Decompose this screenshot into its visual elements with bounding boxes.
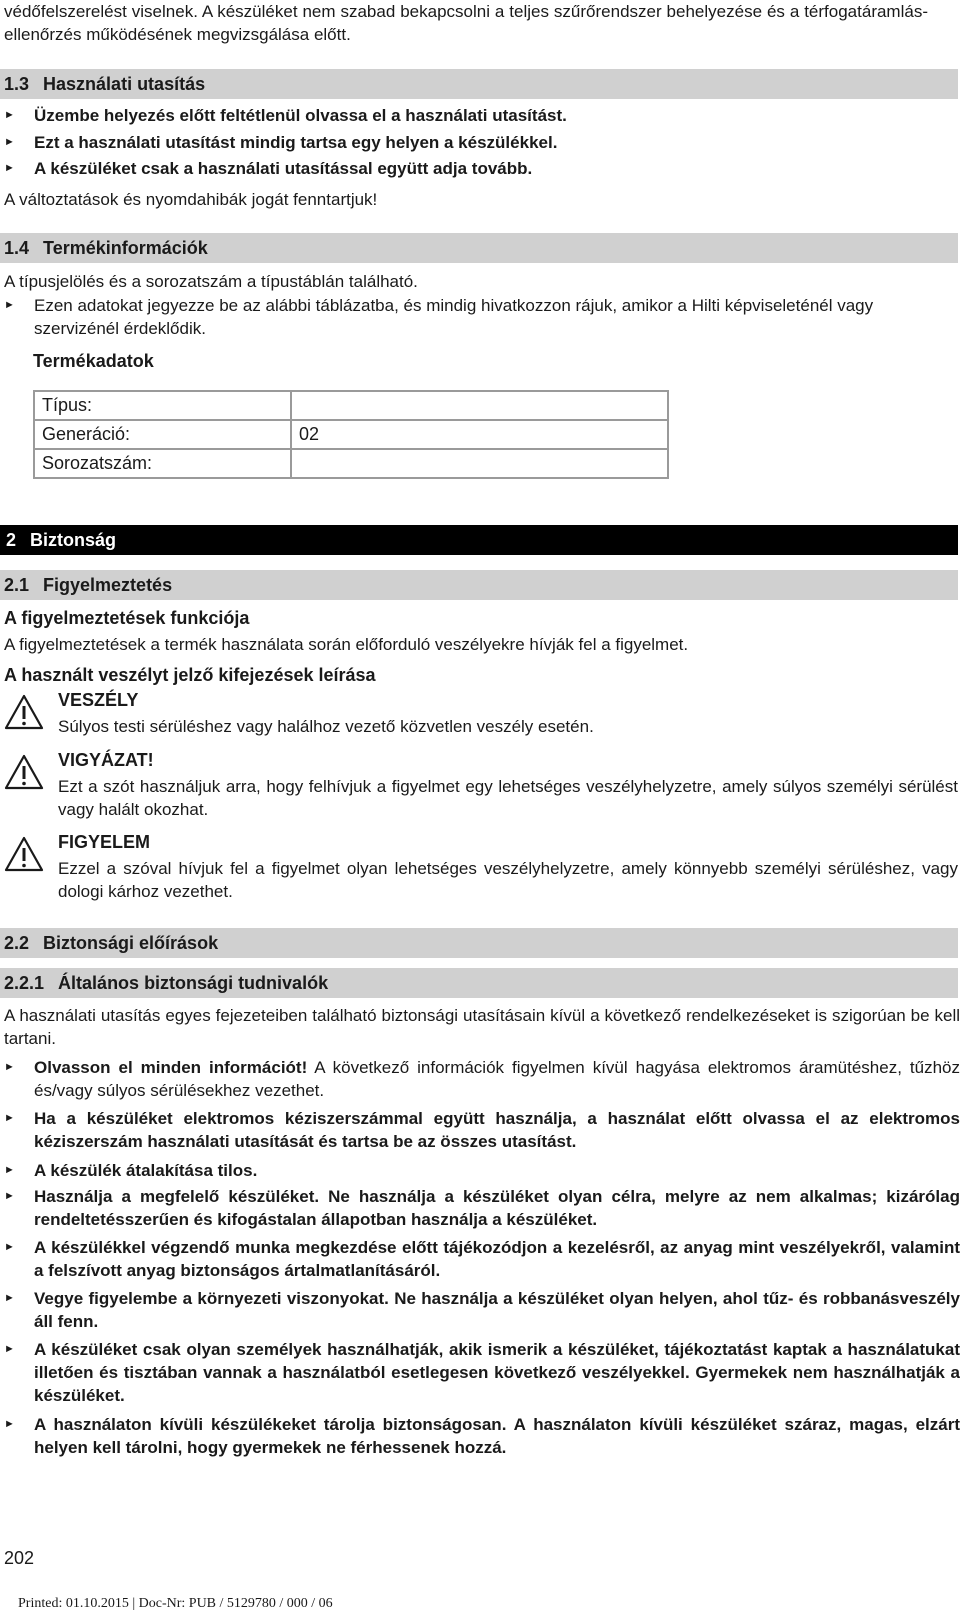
section-title: Figyelmeztetés: [43, 575, 173, 595]
section-number: 2.2: [4, 933, 30, 953]
chapter-heading-2: [0, 525, 958, 555]
table-cell-value: [291, 391, 668, 420]
list-item-bold-text: Használja a megfelelő készüléket. Ne használja a készüléket olyan célra, melyre az nem alkalmas; kizárólag rendeltetésszerűen és kifogástalan állapotban használja a készüléket.: [34, 1187, 960, 1229]
section-heading-2-1: [0, 570, 958, 600]
bullet-arrow-icon: ►: [4, 162, 15, 174]
section-number: 2: [6, 530, 17, 550]
bullet-arrow-icon: ►: [4, 1112, 15, 1124]
list-item-bold-text: Olvasson el minden információt!: [34, 1058, 308, 1077]
warning-triangle-icon: [4, 754, 44, 790]
list-item-text: Ezt a használati utasítást mindig tartsa egy helyen a készülékkel.: [34, 133, 558, 152]
section-number: 1.4: [4, 238, 30, 258]
section-number: 1.3: [4, 74, 30, 94]
section-heading-1-3: [0, 69, 958, 99]
warning-triangle-icon: [4, 836, 44, 872]
list-item: [4, 1338, 960, 1407]
table-cell-label: Generáció:: [34, 420, 291, 449]
page-number: 202: [4, 1548, 35, 1568]
section-heading-2-2-1: [0, 968, 958, 998]
warning-title: VESZÉLY: [58, 690, 139, 710]
bullet-arrow-icon: ►: [4, 1190, 15, 1202]
list-item: [4, 157, 960, 180]
list-item: [4, 104, 960, 127]
list-item-bold-text: A készüléket csak olyan személyek használhatják, akik ismerik a készüléket, tájékoztatást kaptak a használatukat illetően és tisztában vannak a használatból esetlegesen következő veszélyekkel. Gyermekek nem használhatják a készüléket.: [34, 1340, 960, 1405]
bullet-arrow-icon: ►: [4, 1292, 15, 1304]
section-heading-2-2: [0, 928, 958, 958]
list-item: [4, 131, 960, 154]
table-row: [34, 420, 668, 449]
warning-triangle-icon: [4, 694, 44, 730]
paragraph: A típusjelölés és a sorozatszám a típustáblán található.: [4, 272, 418, 291]
note-text: A változtatások és nyomdahibák jogát fenntartjuk!: [4, 190, 378, 209]
print-info: Printed: 01.10.2015 | Doc-Nr: PUB / 5129780 / 000 / 06: [18, 1596, 333, 1611]
list-item-text: A következő információk figyelmen kívül hagyása elektromos áramütéshez, tűzhöz és/vagy súlyos sérülésekhez vezethet.: [34, 1058, 960, 1100]
table-cell-value: 02: [291, 420, 668, 449]
paragraph: A használati utasítás egyes fejezeteiben található biztonsági utasításain kívül a következő rendelkezéseket is szigorúan be kell tartani.: [4, 1006, 960, 1048]
intro-paragraph: védőfelszerelést viselnek. A készüléket nem szabad bekapcsolni a teljes szűrőrendszer behelyezése és a térfogatáramlás-ellenőrzés működésének megvizsgálása előtt.: [4, 2, 928, 44]
section-number: 2.1: [4, 575, 30, 595]
list-item-text: A készüléket csak a használati utasítással együtt adja tovább.: [34, 159, 533, 178]
list-item-bold-text: Vegye figyelembe a környezeti viszonyokat. Ne használja a készüléket olyan helyen, ahol tűz- és robbanásveszély áll fenn.: [34, 1289, 960, 1331]
list-item: [4, 1236, 960, 1282]
warning-text: Ezt a szót használjuk arra, hogy felhívjuk a figyelmet egy lehetséges veszélyhelyzetre, amely súlyos személyi sérülést vagy halált okozhat.: [58, 777, 958, 819]
table-cell-label: Típus:: [34, 391, 291, 420]
list-item: [4, 1185, 960, 1231]
warning-text: Súlyos testi sérüléshez vagy halálhoz vezető közvetlen veszély esetén.: [58, 717, 594, 736]
warning-title: VIGYÁZAT!: [58, 750, 154, 770]
subheading: A használt veszélyt jelző kifejezések leírása: [4, 665, 376, 685]
section-heading-1-4: [0, 233, 958, 263]
table-title: Termékadatok: [33, 351, 154, 371]
bullet-arrow-icon: ►: [4, 1061, 15, 1073]
list-item: [4, 1413, 960, 1459]
table-cell-label: Sorozatszám:: [34, 449, 291, 478]
warning-text: Ezzel a szóval hívjuk fel a figyelmet olyan lehetséges veszélyhelyzetre, amely könnyebb személyi sérüléshez, vagy dologi kárhoz vezethet.: [58, 859, 958, 901]
bullet-arrow-icon: ►: [4, 136, 15, 148]
subheading: A figyelmeztetések funkciója: [4, 608, 250, 628]
list-item-bold-text: Ha a készüléket elektromos kéziszerszámmal együtt használja, a használat előtt olvassa el az elektromos kéziszerszám használati utasítását és tartsa be az összes utasítást.: [34, 1109, 960, 1151]
list-item-bold-text: A használaton kívüli készülékeket tárolja biztonságosan. A használaton kívüli készüléket száraz, magas, elzárt helyen kell tárolni, hogy gyermekek ne férhessenek hozzá.: [34, 1415, 960, 1457]
bullet-arrow-icon: ►: [4, 109, 15, 121]
section-title: Általános biztonsági tudnivalók: [58, 973, 329, 993]
product-data-table: [33, 390, 669, 479]
list-item: [4, 294, 956, 340]
bullet-arrow-icon: ►: [4, 1241, 15, 1253]
section-title: Biztonsági előírások: [43, 933, 219, 953]
bullet-arrow-icon: ►: [4, 1418, 15, 1430]
table-row: [34, 391, 668, 420]
section-title: Biztonság: [30, 530, 117, 550]
section-title: Termékinformációk: [43, 238, 208, 258]
list-item: [4, 1287, 960, 1333]
list-item-bold-text: A készülék átalakítása tilos.: [34, 1161, 258, 1180]
bullet-arrow-icon: ►: [4, 299, 15, 311]
section-title: Használati utasítás: [43, 74, 206, 94]
table-cell-value: [291, 449, 668, 478]
list-item: [4, 1159, 960, 1182]
list-item: [4, 1107, 960, 1153]
bullet-arrow-icon: ►: [4, 1343, 15, 1355]
bullet-arrow-icon: ►: [4, 1164, 15, 1176]
list-item-text: Üzembe helyezés előtt feltétlenül olvassa el a használati utasítást.: [34, 106, 567, 125]
warning-title: FIGYELEM: [58, 832, 151, 852]
paragraph: A figyelmeztetések a termék használata során előforduló veszélyekre hívják fel a figyelmet.: [4, 635, 689, 654]
list-item-bold-text: A készülékkel végzendő munka megkezdése előtt tájékozódjon a kezelésről, az anyag mint veszélyekről, valamint a felszívott anyag biztonságos ártalmatlanításáról.: [34, 1238, 960, 1280]
table-row: [34, 449, 668, 478]
list-item: [4, 1056, 960, 1102]
section-number: 2.2.1: [4, 973, 45, 993]
list-item-text: Ezen adatokat jegyezze be az alábbi táblázatba, és mindig hivatkozzon rájuk, amikor a Hilti képviseleténél vagy szervizénél érdeklődik.: [34, 296, 874, 338]
